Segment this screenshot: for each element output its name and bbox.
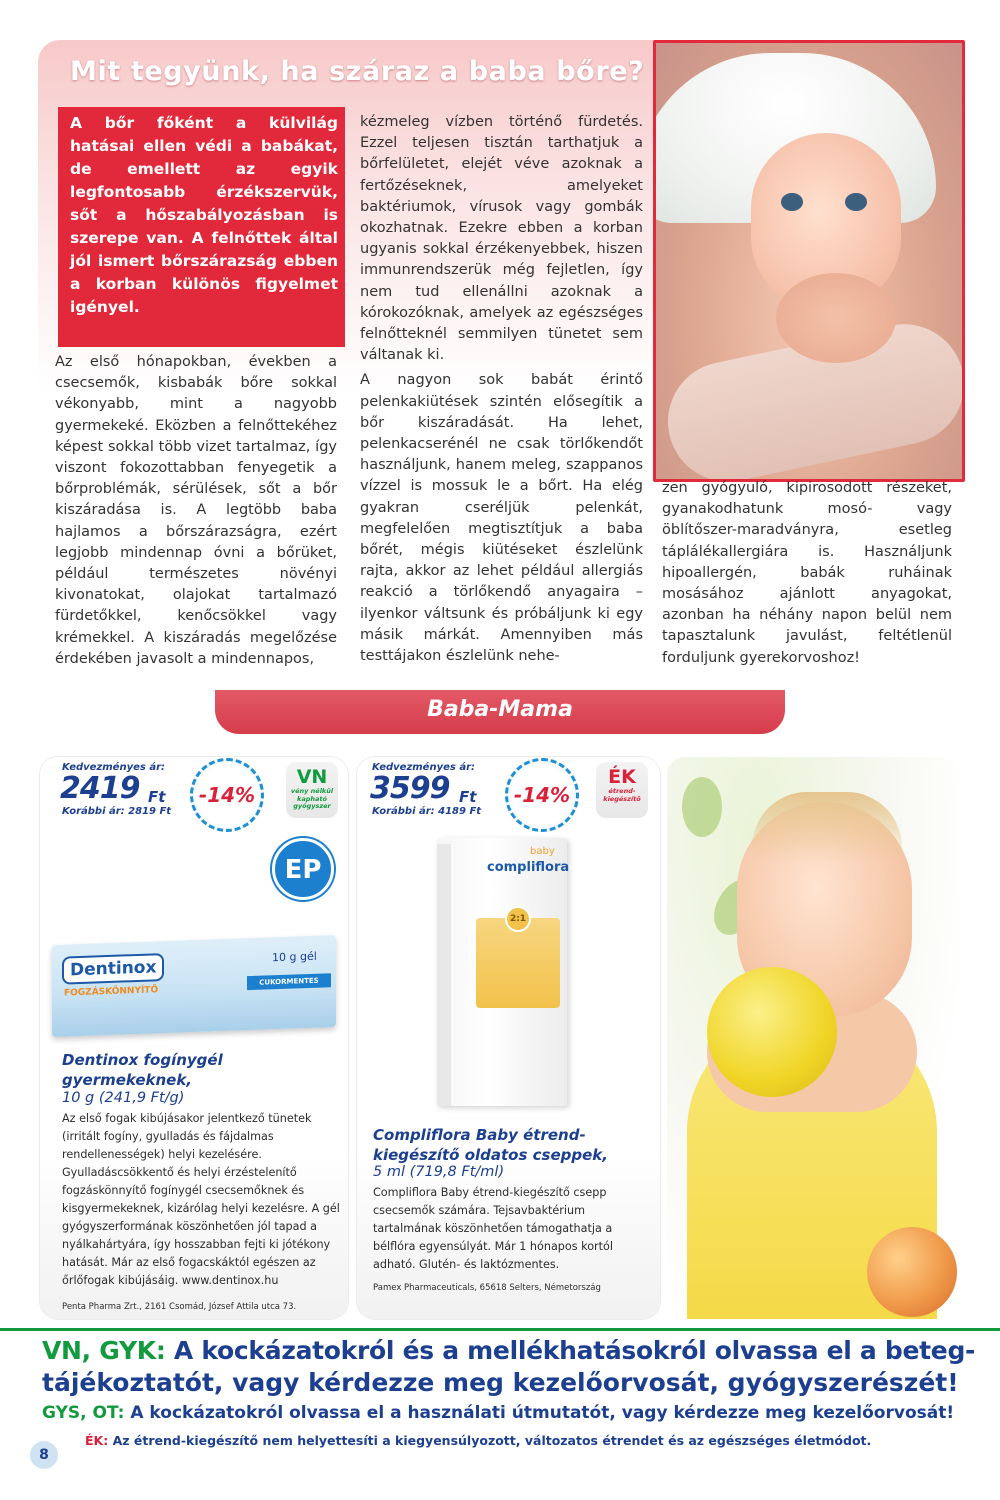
dentinox-package	[52, 935, 336, 1037]
discount-badge	[505, 758, 579, 832]
product-company: Penta Pharma Zrt., 2161 Csomád, József Attila utca 73.	[62, 1302, 297, 1312]
section-banner-title: Baba-Mama	[427, 697, 573, 722]
lead-text: A bőr főként a külvilág hatásai ellen védi a babákat, de emellett az egyik legfontosabb érzékszervük, sőt a hőszabályozásban is szerepe van. A felnőttek által jól ismert bőrszárazság ebben a korban különös figyelmet igényel.	[70, 114, 338, 316]
ek-badge	[596, 762, 648, 818]
baby-eye	[845, 193, 867, 211]
article-title: Mit tegyünk, ha száraz a baba bőre?	[70, 56, 645, 87]
yellow-fruit	[707, 967, 837, 1097]
product-quantity: 5 ml (719,8 Ft/ml)	[373, 1164, 505, 1180]
article-column-2	[360, 112, 643, 671]
disclaimer-text: Az étrend-kiegészítő nem helyettesíti a kiegyensúlyozott, változatos étrendet és az egészséges életmódot.	[112, 1433, 872, 1448]
vn-badge	[286, 762, 338, 818]
price-value: 3599	[370, 771, 450, 806]
price-currency: Ft	[148, 788, 166, 806]
leaf	[682, 777, 722, 837]
package-badge: 2:1	[505, 906, 531, 932]
compliflora-logo: compliflora	[487, 860, 570, 875]
price-value: 2419	[60, 771, 140, 806]
price-label: Kedvezményes ár:	[62, 762, 165, 773]
baby-hair	[752, 792, 902, 862]
page-number: 8	[30, 1441, 58, 1469]
discount-value: -14%	[513, 783, 571, 807]
price-currency: Ft	[459, 788, 477, 806]
paragraph: A nagyon sok babát érintő pelenkakiütések szintén elősegítik a bőr kiszáradását. Ha lehet, pelenkacserénél ne csak törlőkendőt használjunk, hanem meleg, szappanos vízzel is mossuk le a bőrt. Ha elég gyakran cseréljük pelenkát, megfelelően megtisztítjuk a baba bőrét, mégis kiütéseket észlelünk rajta, akkor az lehet például allergiás reakció a törlőkendő anyagaira – ilyenkor váltsunk és próbáljunk ki egy másik márkát. Amennyiben más testtájakon észlelünk nehe-	[360, 372, 643, 665]
paragraph: zen gyógyuló, kipirosodott részeket, gyanakodhatunk mosó- vagy öblítőszer-maradványra, esetleg táplálékallergiára is. Használjunk hipoallergén, babák ruháinak mosásához ajánlott anyagokat, azonban ha néhány napon belül nem tapasztalunk javulást, feltétlenül forduljunk gyerekorvoshoz!	[662, 480, 952, 666]
ep-seal-icon	[272, 838, 334, 900]
disclaimer-text: A kockázatokról és a mellékhatásokról olvassa el a beteg-	[173, 1336, 976, 1365]
badge-code: ÉK	[608, 766, 636, 788]
package-side	[437, 844, 451, 1106]
article-column-1	[55, 352, 337, 674]
disclaimer-line-4	[85, 1433, 871, 1448]
product-description: Az első fogak kibújásakor jelentkező tünetek (irritált fogíny, gyulladás és fájdalmas rendellenességek) helyi kezelésére. Gyulladáscsökkentő és helyi érzéstelenítő fogzáskönnyítő fogínygél csecsemőknek és kisgyermekeknek, kizárólag helyi kezelésre. A gél gyógyszerformának köszönhetően jól tapad a nyálkahártyára, így hosszabban fejti ki jótékony hatását. Már az első fogacskáktól egészen az őrlőfogak kibújásáig. www.dentinox.hu	[62, 1112, 340, 1287]
seal-text: EP	[284, 855, 322, 885]
dentinox-logo: Dentinox	[62, 953, 164, 985]
disclaimer-line-1	[42, 1336, 975, 1365]
peach	[867, 1227, 957, 1317]
badge-code: VN	[296, 766, 328, 788]
old-price: Korábbi ár: 2819 Ft	[62, 806, 172, 817]
product-title: Compliflora Baby étrend-kiegészítő oldatos cseppek,	[373, 1126, 608, 1164]
discount-badge	[190, 758, 264, 832]
baby-hands	[776, 273, 896, 363]
product-company: Pamex Pharmaceuticals, 65618 Selters, Németország	[373, 1283, 601, 1293]
disclaimer-line-2: tájékoztatót, vagy kérdezze meg kezelőorvosát, gyógyszerészét!	[42, 1368, 959, 1397]
badge-sub: vény nélkül kapható gyógyszer	[290, 787, 334, 810]
disclaimer-label: GYS, OT:	[42, 1403, 125, 1423]
section-banner	[215, 690, 785, 734]
badge-sub: étrend-kiegészítő	[603, 787, 641, 803]
product-quantity: 10 g (241,9 Ft/g)	[62, 1090, 185, 1106]
package-weight: 10 g gél	[272, 949, 317, 965]
disclaimer-text: A kockázatokról olvassa el a használati útmutatót, vagy kérdezze meg kezelőorvosát!	[130, 1403, 955, 1423]
product-title: Dentinox fogínygél gyermekeknek,	[62, 1051, 223, 1089]
paragraph: kézmeleg vízben történő fürdetés. Ezzel teljesen tisztán tarthatjuk a bőrfelületet, elejét véve azoknak a fertőzéseknek, amelyeket baktériumok, vírusok vagy gombák okozhatnak. Ezekre ebben a korban ugyanis sokkal érzékenyebbek, hiszen immunrendszerük még fejletlen, így nem tud ellenállni azoknak a kórokozóknak, amelyek az egészséges felnőtteknél semmilyen tünetet sem váltanak ki.	[360, 114, 643, 364]
old-price: Korábbi ár: 4189 Ft	[372, 806, 482, 817]
disclaimer-line-3	[42, 1403, 954, 1423]
disclaimer-label: VN, GYK:	[42, 1336, 166, 1365]
happy-baby-photo	[667, 757, 960, 1319]
baby-towel-photo	[653, 40, 965, 482]
package-baby-label: baby	[530, 846, 555, 857]
disclaimer-label: ÉK:	[85, 1433, 109, 1448]
article-column-3	[662, 478, 952, 673]
baby-eye	[781, 193, 803, 211]
product-description: Compliflora Baby étrend-kiegészítő csepp csecsemők számára. Tejsavbaktérium tartalmának köszönhetően támogathatja a bélflóra egyensúlyát. Már 1 hónapos kortól adható. Glutén- és laktózmentes.	[373, 1186, 613, 1271]
package-subtitle: FOGZÁSKÖNNYÍTŐ	[64, 985, 159, 999]
divider	[0, 1328, 1000, 1331]
discount-value: -14%	[198, 783, 256, 807]
price-label: Kedvezményes ár:	[372, 762, 475, 773]
package-strip: CUKORMENTES	[247, 973, 331, 990]
paragraph: Az első hónapokban, években a csecsemők, kisbabák bőre sokkal vékonyabb, mint a nagyobb gyermekeké. Eközben a felnőttekéhez képest sokkal több vizet tartalmaz, így viszont fokozottabban fenyegetik a bőrproblémák, sérülések, sőt a bőr kiszáradása is. A legtöbb baba hajlamos a bőrszárazságra, ezért legjobb mindennap óvni a bőrüket, például természetes növényi kivonatokat, olajokat tartalmazó fürdetőkkel, kenőcsökkel vagy krémekkel. A kiszáradás megelőzése érdekében javasolt a mindennapos,	[55, 354, 337, 667]
